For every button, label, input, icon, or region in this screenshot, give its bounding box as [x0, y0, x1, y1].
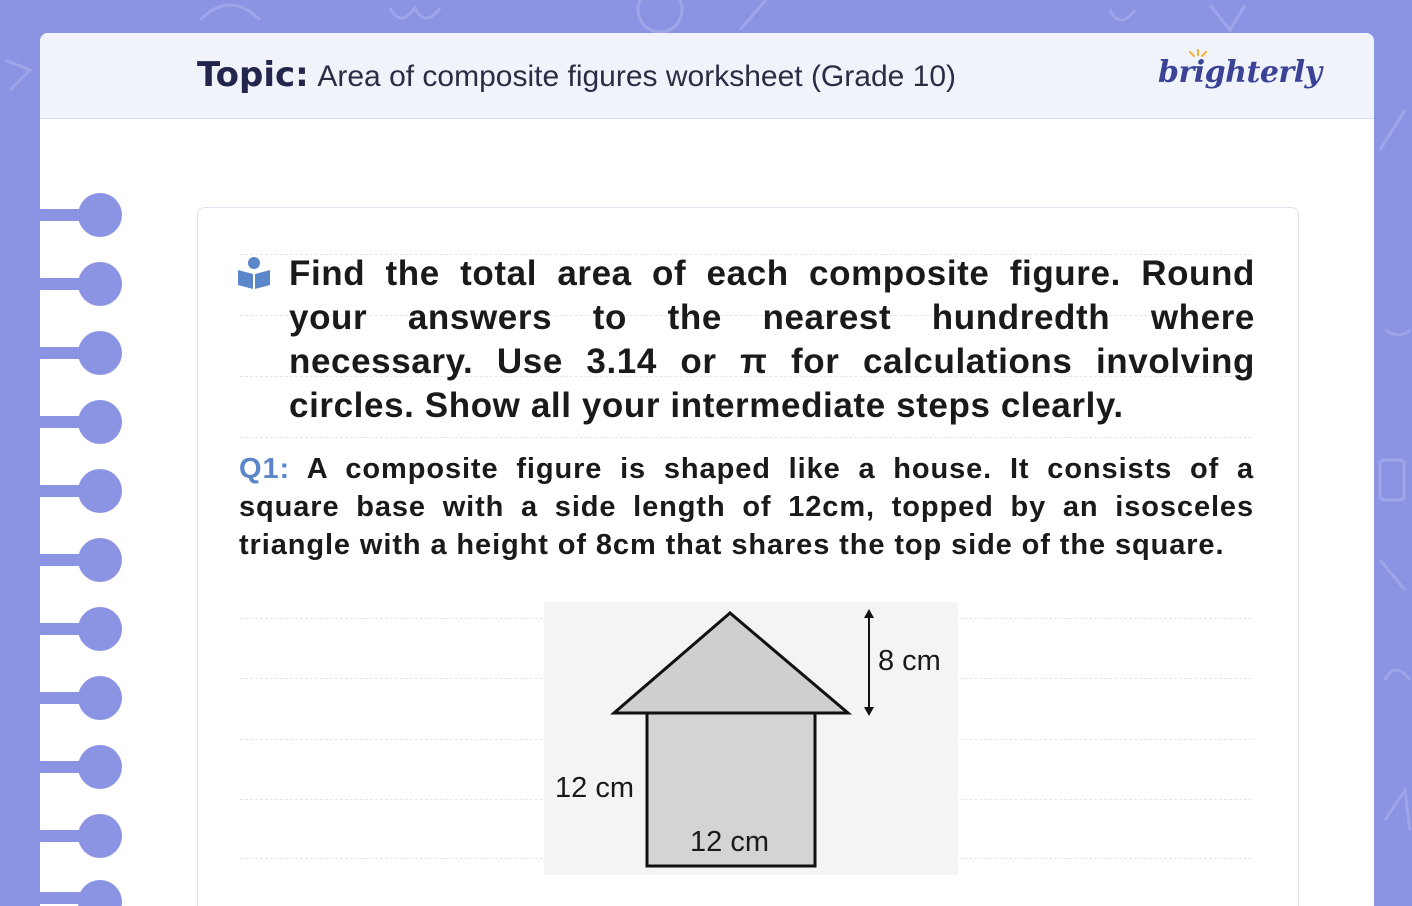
- triangle-height-label: 8 cm: [878, 645, 941, 677]
- worksheet-header: [40, 33, 1374, 119]
- triangle-roof: [614, 613, 848, 713]
- question-text: A composite figure is shaped like a house. It consists of a square base with a side length of 12cm, topped by an isosceles triangle with a height of 8cm that shares the top side of the square.: [239, 453, 1254, 561]
- square-side-label: 12 cm: [555, 772, 634, 804]
- logo-sun-rays-icon: [1186, 49, 1210, 61]
- binding-ring: [40, 676, 122, 720]
- topic-title: Area of composite figures worksheet (Grade 10): [317, 60, 957, 93]
- brighterly-logo[interactable]: brighterly: [1158, 55, 1322, 90]
- binding-ring: [40, 538, 122, 582]
- binding-ring: [40, 400, 122, 444]
- question-1: [239, 450, 1254, 564]
- instruction-text: Find the total area of each composite figure. Round your answers to the nearest hundredth where necessary. Use 3.14 or π for calculations involving circles. Show all your intermediate steps clearly.: [289, 254, 1255, 425]
- binding-ring: [40, 814, 122, 858]
- binding-ring: [40, 745, 122, 789]
- ruled-line: [240, 437, 1252, 438]
- binding-ring: [40, 607, 122, 651]
- topic-heading: [197, 55, 956, 95]
- square-base-label: 12 cm: [690, 826, 769, 858]
- question-label: Q1:: [239, 453, 291, 485]
- binding-ring: [40, 331, 122, 375]
- reading-person-icon: [236, 256, 272, 290]
- binding-ring: [40, 469, 122, 513]
- topic-label: Topic:: [197, 55, 309, 95]
- binding-ring: [40, 262, 122, 306]
- spiral-binding: [0, 0, 140, 906]
- binding-ring: [40, 880, 122, 906]
- binding-ring: [40, 193, 122, 237]
- house-figure: [544, 602, 958, 875]
